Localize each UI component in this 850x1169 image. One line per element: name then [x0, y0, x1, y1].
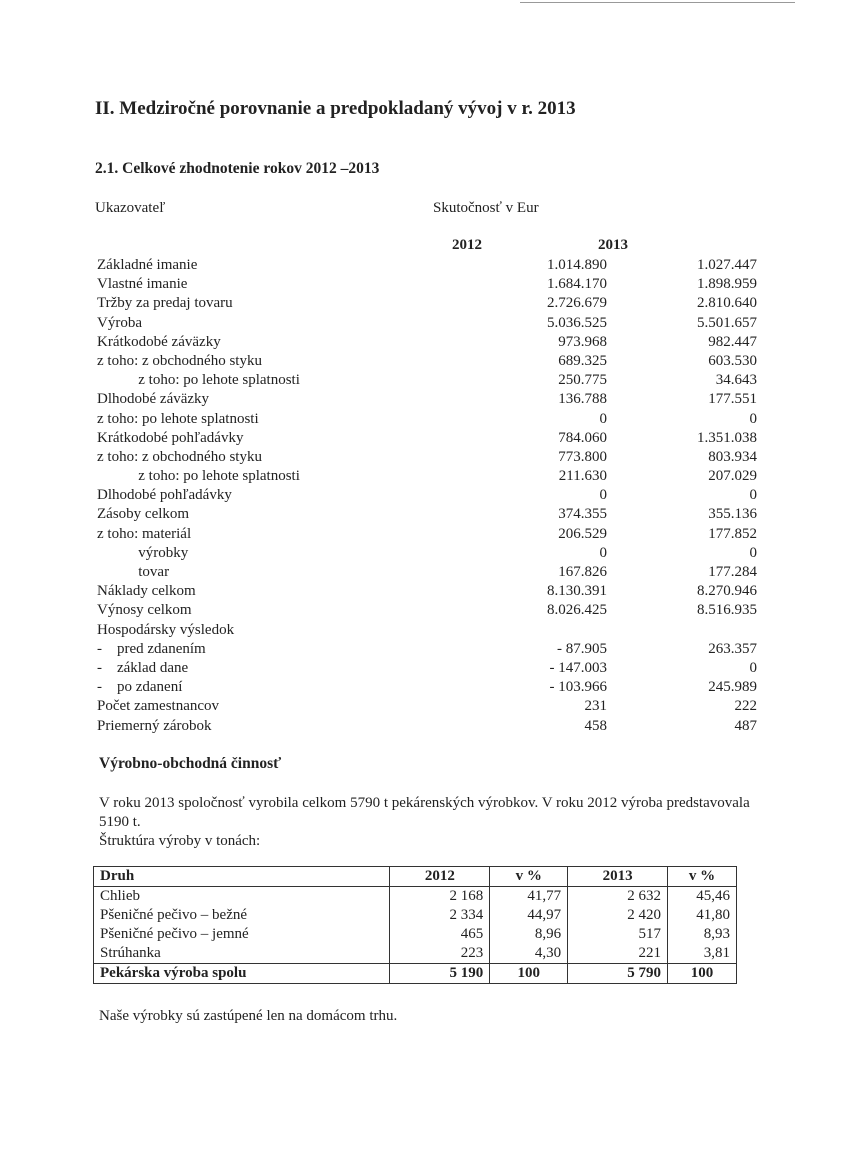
value-2012: 250.775 — [558, 372, 607, 389]
table-cell: 44,97 — [490, 906, 568, 925]
value-2012: 0 — [599, 544, 607, 561]
indicator-row — [97, 352, 757, 371]
table-cell: Pšeničné pečivo – jemné — [94, 925, 390, 944]
value-2013: 207.029 — [708, 468, 757, 485]
indicator-name: Krátkodobé záväzky — [97, 333, 221, 350]
table-cell: 2 334 — [390, 906, 490, 925]
table-row — [94, 906, 737, 925]
indicator-name: - základ dane — [97, 659, 189, 676]
scan-edge-line — [520, 2, 795, 3]
indicator-name: z toho: materiál — [97, 525, 192, 542]
table-cell: Pekárska výroba spolu — [94, 964, 390, 984]
indicator-row — [97, 486, 757, 505]
production-structure-table — [93, 866, 737, 984]
table-cell: 45,46 — [668, 887, 737, 907]
indicator-row — [97, 333, 757, 352]
indicator-row — [97, 678, 757, 697]
value-2013: 245.989 — [708, 679, 757, 696]
value-2012: 0 — [599, 410, 607, 427]
value-2012: 231 — [584, 698, 607, 715]
indicator-row — [97, 371, 757, 390]
table-cell: 223 — [390, 944, 490, 964]
indicator-name: Výnosy celkom — [97, 602, 192, 619]
table-cell: 100 — [668, 964, 737, 984]
table-cell: v % — [490, 867, 568, 887]
value-2013: 5.501.657 — [697, 314, 757, 331]
section-heading: 2.1. Celkové zhodnotenie rokov 2012 –2013 — [95, 160, 380, 177]
value-2013: 0 — [749, 659, 757, 676]
indicator-name: Zásoby celkom — [97, 506, 190, 523]
indicator-name: Dlhodobé záväzky — [97, 391, 210, 408]
value-2012: 8.130.391 — [547, 583, 607, 600]
table-cell: 41,77 — [490, 887, 568, 907]
indicator-row — [97, 275, 757, 294]
value-2012: - 103.966 — [549, 679, 607, 696]
indicator-name: z toho: z obchodného styku — [97, 352, 262, 369]
table-cell: v % — [668, 867, 737, 887]
table-cell: 100 — [490, 964, 568, 984]
value-2012: 8.026.425 — [547, 602, 607, 619]
indicator-row — [97, 582, 757, 601]
value-2013: 803.934 — [708, 448, 757, 465]
table-total-row — [94, 964, 737, 984]
indicator-name: Krátkodobé pohľadávky — [97, 429, 244, 446]
value-2012: 0 — [599, 487, 607, 504]
value-2012: 689.325 — [558, 352, 607, 369]
indicator-row — [97, 505, 757, 524]
value-2013: 1.027.447 — [697, 257, 757, 273]
indicator-name: Náklady celkom — [97, 583, 196, 600]
value-2012: 5.036.525 — [547, 314, 607, 331]
indicator-name: - po zdanení — [97, 679, 183, 696]
table-row — [94, 887, 737, 907]
value-2013: 0 — [749, 487, 757, 504]
indicator-row — [97, 697, 757, 716]
production-paragraph — [99, 794, 779, 851]
table-cell: 5 190 — [390, 964, 490, 984]
indicator-row — [97, 256, 757, 275]
value-2013: 177.284 — [708, 564, 757, 580]
production-text: V roku 2013 spoločnosť vyrobila celkom 5790 t pekárenských výrobkov. V roku 2012 výroba predstavovala 5190 t. — [99, 795, 750, 830]
table-cell: 517 — [568, 925, 668, 944]
indicator-row — [97, 601, 757, 620]
value-2012: - 147.003 — [549, 659, 607, 676]
table-cell: 8,96 — [490, 925, 568, 944]
indicator-name: z toho: po lehote splatnosti — [97, 468, 300, 485]
value-2012: 206.529 — [558, 525, 607, 542]
indicator-name: tovar — [97, 564, 170, 580]
year-2013-header: 2013 — [598, 237, 628, 253]
indicator-row — [97, 314, 757, 333]
value-2012: 973.968 — [558, 333, 607, 350]
table-cell: 5 790 — [568, 964, 668, 984]
value-2012: - 87.905 — [557, 640, 607, 657]
table-cell: 2 420 — [568, 906, 668, 925]
structure-label: Štruktúra výroby v tonách: — [99, 833, 261, 849]
indicator-row — [97, 410, 757, 429]
table-header-row — [94, 867, 737, 887]
table-row — [94, 925, 737, 944]
value-2012: 211.630 — [558, 468, 607, 485]
table-cell: 465 — [390, 925, 490, 944]
table-cell: Pšeničné pečivo – bežné — [94, 906, 390, 925]
indicator-row — [97, 390, 757, 409]
value-2013: 487 — [734, 717, 757, 734]
table-cell: Strúhanka — [94, 944, 390, 964]
value-2013: 982.447 — [708, 333, 757, 350]
indicator-row — [97, 563, 757, 582]
value-2013: 222 — [734, 698, 757, 715]
indicator-name: Počet zamestnancov — [97, 698, 220, 715]
indicator-row — [97, 717, 757, 736]
value-2012: 773.800 — [558, 448, 607, 465]
table-cell: 2012 — [390, 867, 490, 887]
value-2013: 1.898.959 — [697, 276, 757, 293]
value-2013: 34.643 — [715, 372, 757, 389]
table-cell: Chlieb — [94, 887, 390, 907]
table-cell: 2 632 — [568, 887, 668, 907]
value-2013: 2.810.640 — [697, 295, 757, 312]
indicator-row — [97, 448, 757, 467]
indicator-name: z toho: po lehote splatnosti — [97, 410, 259, 427]
table-cell: 4,30 — [490, 944, 568, 964]
year-2012-header: 2012 — [452, 237, 482, 253]
production-section-heading: Výrobno-obchodná činnosť — [99, 755, 282, 772]
market-note: Naše výrobky sú zastúpené len na domácom trhu. — [99, 1008, 398, 1024]
indicator-row — [97, 659, 757, 678]
value-2012: 1.014.890 — [547, 257, 607, 273]
indicator-name: Tržby za predaj tovaru — [97, 295, 233, 312]
indicator-row — [97, 525, 757, 544]
indicator-name: Vlastné imanie — [97, 276, 188, 293]
indicator-row — [97, 467, 757, 486]
indicator-name: Hospodársky výsledok — [97, 621, 235, 638]
indicator-row — [97, 429, 757, 448]
indicators-list — [97, 256, 757, 736]
value-2013: 603.530 — [708, 352, 757, 369]
indicator-label: Ukazovateľ — [95, 200, 166, 216]
indicator-name: - pred zdanením — [97, 640, 206, 657]
value-2013: 8.270.946 — [697, 583, 757, 600]
indicator-name: výrobky — [97, 544, 189, 561]
page-heading: II. Medziročné porovnanie a predpokladaný vývoj v r. 2013 — [95, 98, 576, 119]
value-2012: 136.788 — [558, 391, 607, 408]
table-cell: Druh — [94, 867, 390, 887]
indicator-name: Výroba — [97, 314, 142, 331]
value-2013: 177.551 — [708, 391, 757, 408]
value-2013: 263.357 — [708, 640, 757, 657]
table-cell: 41,80 — [668, 906, 737, 925]
actual-label: Skutočnosť v Eur — [433, 200, 539, 216]
table-cell: 2 168 — [390, 887, 490, 907]
table-cell: 3,81 — [668, 944, 737, 964]
value-2013: 355.136 — [708, 506, 757, 523]
table-cell: 221 — [568, 944, 668, 964]
value-2012: 167.826 — [558, 564, 607, 580]
table-row — [94, 944, 737, 964]
value-2012: 1.684.170 — [547, 276, 607, 293]
value-2013: 8.516.935 — [697, 602, 757, 619]
value-2012: 374.355 — [558, 506, 607, 523]
value-2013: 0 — [749, 410, 757, 427]
table-cell: 8,93 — [668, 925, 737, 944]
indicator-row — [97, 640, 757, 659]
indicator-name: z toho: z obchodného styku — [97, 448, 262, 465]
value-2013: 0 — [749, 544, 757, 561]
value-2012: 784.060 — [558, 429, 607, 446]
value-2012: 2.726.679 — [547, 295, 607, 312]
value-2013: 1.351.038 — [697, 429, 757, 446]
value-2012: 458 — [584, 717, 607, 734]
indicator-name: z toho: po lehote splatnosti — [97, 372, 300, 389]
indicator-name: Priemerný zárobok — [97, 717, 212, 734]
value-2013: 177.852 — [708, 525, 757, 542]
indicator-row — [97, 621, 697, 640]
indicator-row — [97, 544, 757, 563]
indicator-row — [97, 294, 757, 313]
table-cell: 2013 — [568, 867, 668, 887]
indicator-name: Základné imanie — [97, 257, 198, 273]
indicator-name: Dlhodobé pohľadávky — [97, 487, 232, 504]
